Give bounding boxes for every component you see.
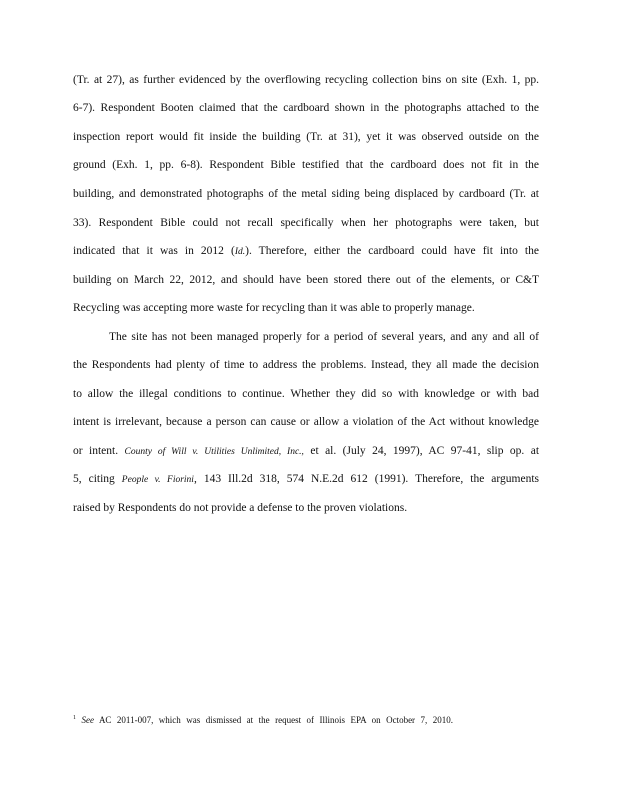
body-text-line: building, and demonstrated photographs of the metal siding being displaced by cardboard (Tr. at (73, 188, 539, 200)
body-text-line: raised by Respondents do not provide a defense to the proven violations. (73, 502, 408, 514)
body-text-line (73, 244, 539, 259)
footnote (73, 712, 453, 726)
footnote-signal: See (81, 715, 94, 725)
body-text-line: 6-7). Respondent Booten claimed that the cardboard shown in the photographs attached to the (73, 102, 539, 114)
body-text-line: intent is irrelevant, because a person can cause or allow a violation of the Act without knowledge (73, 416, 539, 428)
case-citation: People v. Fiorini (121, 475, 194, 485)
body-text-line: to allow the illegal conditions to continue. Whether they did so with knowledge or with bad (73, 388, 539, 400)
body-text-line: inspection report would fit inside the building (Tr. at 31), yet it was observed outside on the (73, 131, 539, 143)
case-citation: County of Will v. Utilities Unlimited, Inc., (124, 447, 304, 457)
body-text-line: (Tr. at 27), as further evidenced by the overflowing recycling collection bins on site (Exh. 1, pp. (73, 74, 539, 86)
body-text-line: The site has not been managed properly for a period of several years, and any and all of (109, 331, 539, 343)
body-text-segment: , 143 Ill.2d 318, 574 N.E.2d 612 (1991). Therefore, the arguments (193, 473, 539, 485)
body-text-line: the Respondents had plenty of time to address the problems. Instead, they all made the decision (73, 359, 539, 371)
body-text-segment: 5, citing (73, 473, 115, 485)
body-text-line (73, 472, 539, 487)
body-text-segment: or intent. (73, 445, 119, 457)
body-text-line: Recycling was accepting more waste for recycling than it was able to properly manage. (73, 302, 475, 314)
body-text-line: ground (Exh. 1, pp. 6-8). Respondent Bible testified that the cardboard does not fit in the (73, 159, 539, 171)
footnote-text: AC 2011-007, which was dismissed at the request of Illinois EPA on October 7, 2010. (98, 715, 453, 725)
body-text-segment: ). Therefore, either the cardboard could have fit into the (245, 245, 539, 257)
body-text-line: building on March 22, 2012, and should have been stored there out of the elements, or C&T (73, 274, 539, 286)
body-text-line: 33). Respondent Bible could not recall specifically when her photographs were taken, but (73, 217, 539, 229)
body-text-segment: et al. (July 24, 1997), AC 97-41, slip op. at (310, 445, 540, 457)
citation-id: Id. (234, 247, 246, 257)
body-text-segment: indicated that it was in 2012 ( (73, 245, 235, 257)
footnote-marker: 1 (73, 715, 76, 721)
body-text-line (73, 444, 539, 459)
